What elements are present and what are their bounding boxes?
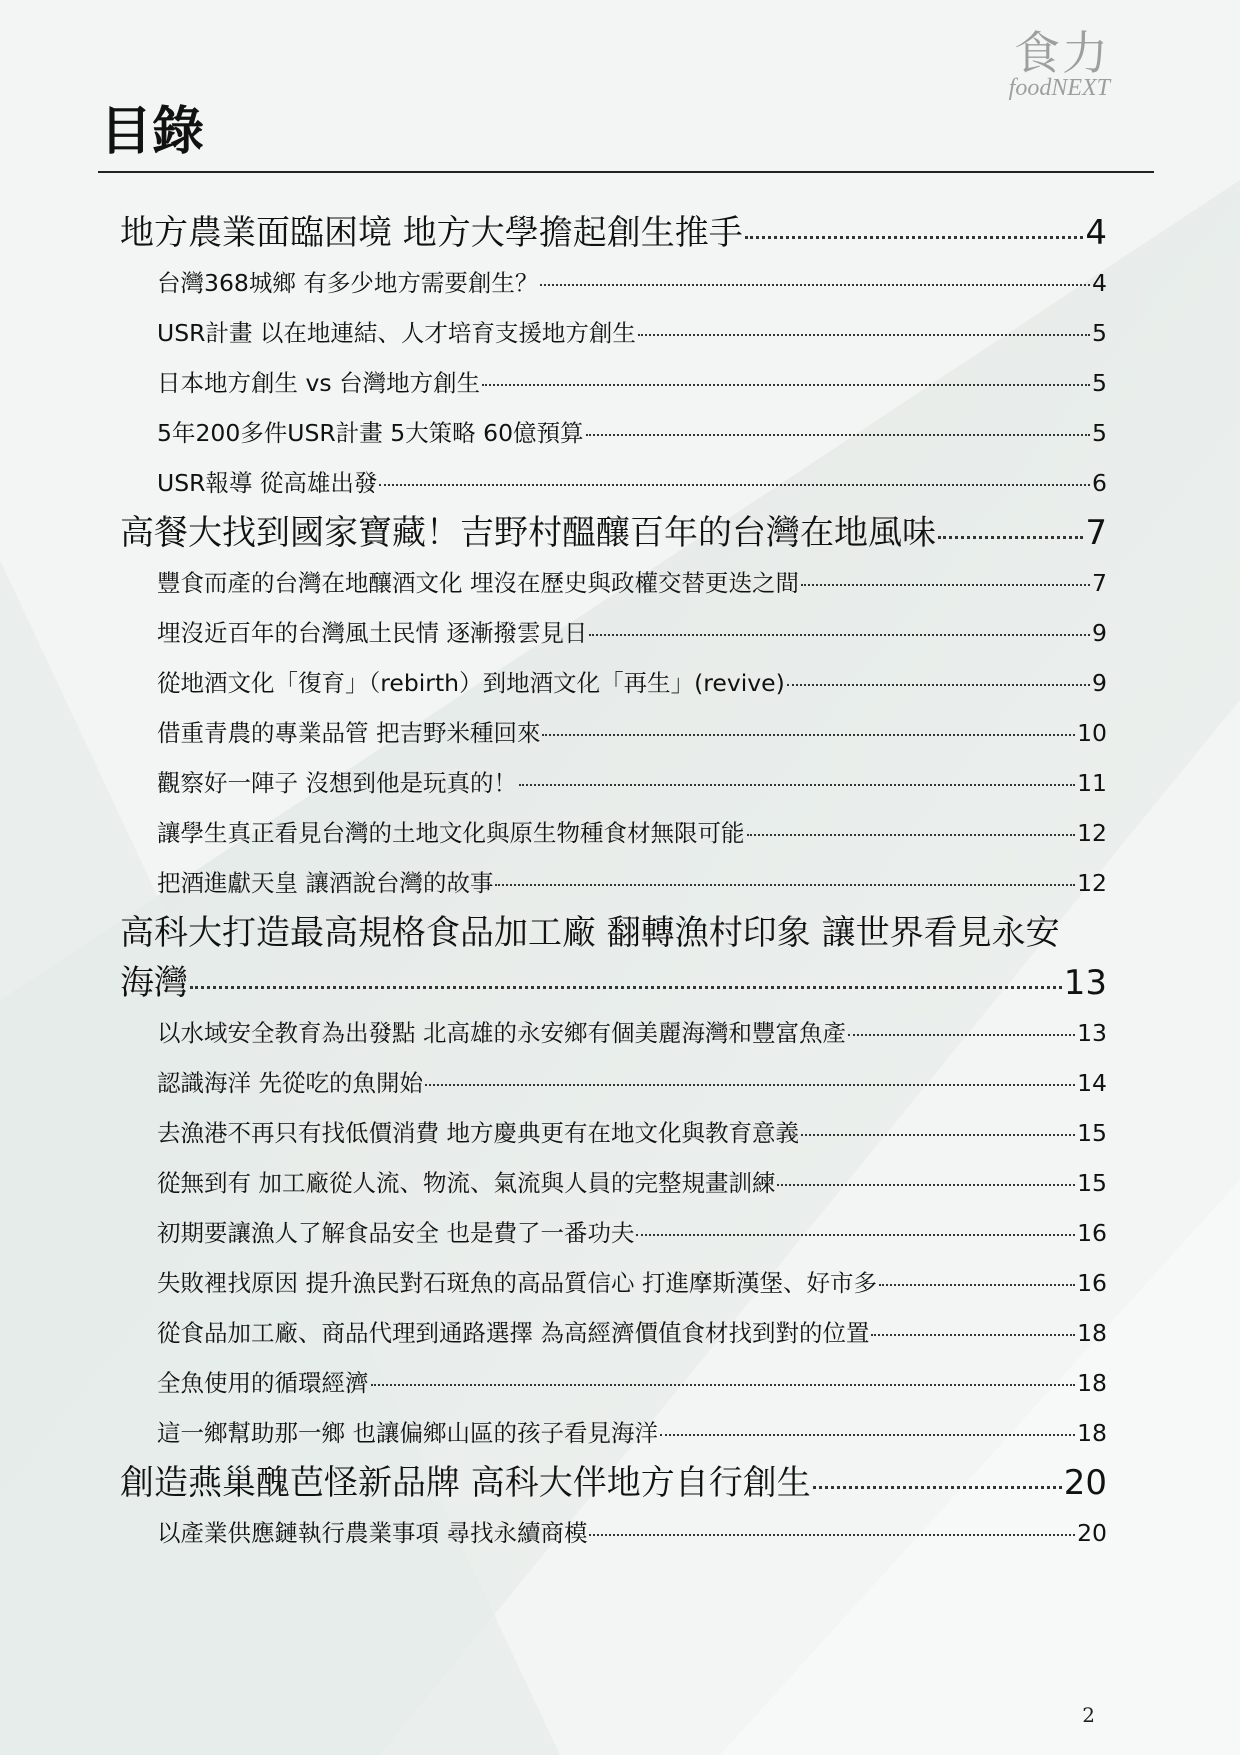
toc-leader-dots [540, 284, 1090, 286]
toc-item[interactable] [120, 1508, 1107, 1558]
toc-item[interactable] [120, 858, 1107, 908]
toc-section-2[interactable] [120, 508, 1107, 558]
toc-leader-dots [482, 384, 1090, 386]
toc-item-title: 這一鄉幫助那一鄉 也讓偏鄉山區的孩子看見海洋 [157, 1419, 658, 1447]
toc-item-title: 5年200多件USR計畫 5大策略 60億預算 [157, 419, 584, 447]
toc-section-title-line2-row [120, 958, 1107, 1008]
toc-leader-dots [813, 1486, 1062, 1489]
toc-leader-dots [519, 784, 1075, 786]
toc-item[interactable] [120, 608, 1107, 658]
toc-item[interactable] [120, 558, 1107, 608]
toc-item-title: 以水域安全教育為出發點 北高雄的永安鄉有個美麗海灣和豐富魚產 [157, 1019, 846, 1047]
toc-item[interactable] [120, 308, 1107, 358]
toc-leader-dots [660, 1434, 1075, 1436]
toc-item[interactable] [120, 758, 1107, 808]
toc-item-page: 12 [1077, 869, 1107, 897]
toc-leader-dots [801, 584, 1090, 586]
toc-leader-dots [745, 236, 1084, 239]
toc-leader-dots [638, 334, 1090, 336]
toc-item-title: 讓學生真正看見台灣的土地文化與原生物種食材無限可能 [157, 819, 745, 847]
toc-section-page: 4 [1085, 213, 1107, 253]
toc-leader-dots [879, 1284, 1075, 1286]
toc-item-page: 7 [1092, 569, 1107, 597]
logo-english: foodNEXT [1008, 75, 1110, 101]
toc-leader-dots [871, 1334, 1075, 1336]
toc-item-title: 日本地方創生 vs 台灣地方創生 [157, 369, 481, 397]
toc-item-page: 20 [1077, 1519, 1107, 1547]
toc-item[interactable] [120, 1008, 1107, 1058]
toc-item[interactable] [120, 808, 1107, 858]
toc-item-title: 從地酒文化「復育」（rebirth）到地酒文化「再生」(revive) [157, 669, 785, 697]
toc-item-title: 觀察好一陣子 沒想到他是玩真的！ [157, 769, 517, 797]
toc-item-page: 12 [1077, 819, 1107, 847]
toc-leader-dots [747, 834, 1076, 836]
toc-item-title: USR報導 從高雄出發 [157, 469, 378, 497]
toc-item[interactable] [120, 258, 1107, 308]
toc-item-title: 借重青農的專業品管 把吉野米種回來 [157, 719, 541, 747]
toc-item[interactable] [120, 358, 1107, 408]
toc-section-page: 20 [1063, 1463, 1107, 1503]
toc-item-page: 11 [1077, 769, 1107, 797]
toc-item-page: 18 [1077, 1419, 1107, 1447]
toc-item[interactable] [120, 1258, 1107, 1308]
toc-item[interactable] [120, 408, 1107, 458]
toc-item-page: 18 [1077, 1369, 1107, 1397]
toc-leader-dots [425, 1084, 1075, 1086]
toc-leader-dots [495, 884, 1075, 886]
toc-item[interactable] [120, 1358, 1107, 1408]
toc-leader-dots [938, 536, 1083, 539]
toc-item-title: 去漁港不再只有找低價消費 地方慶典更有在地文化與教育意義 [157, 1119, 799, 1147]
toc-item-title: 初期要讓漁人了解食品安全 也是費了一番功夫 [157, 1219, 635, 1247]
toc-item-page: 10 [1077, 719, 1107, 747]
toc-item[interactable] [120, 1158, 1107, 1208]
toc-item-title: 豐食而產的台灣在地釀酒文化 埋沒在歷史與政權交替更迭之間 [157, 569, 799, 597]
toc-item-title: 台灣368城鄉 有多少地方需要創生？ [157, 269, 539, 297]
toc-leader-dots [586, 434, 1091, 436]
page-title: 目錄 [100, 101, 205, 162]
toc-item[interactable] [120, 1058, 1107, 1108]
toc-item[interactable] [120, 658, 1107, 708]
toc-leader-dots [787, 684, 1090, 686]
title-divider [98, 171, 1154, 173]
toc-leader-dots [801, 1134, 1075, 1136]
toc-item[interactable] [120, 458, 1107, 508]
toc-leader-dots [589, 634, 1090, 636]
toc-section-title: 創造燕巢醜芭怪新品牌 高科大伴地方自行創生 [120, 1463, 811, 1503]
toc-item-title: 埋沒近百年的台灣風土民情 逐漸撥雲見日 [157, 619, 588, 647]
toc-section-page: 7 [1085, 513, 1107, 553]
toc-item[interactable] [120, 1308, 1107, 1358]
toc-leader-dots [636, 1234, 1075, 1236]
toc-section-title-line1: 高科大打造最高規格食品加工廠 翻轉漁村印象 讓世界看見永安 [120, 913, 1060, 953]
toc-item-title: 從食品加工廠、商品代理到通路選擇 為高經濟價值食材找到對的位置 [157, 1319, 870, 1347]
toc-leader-dots [379, 484, 1090, 486]
toc-leader-dots [848, 1034, 1075, 1036]
toc-item-page: 9 [1092, 669, 1107, 697]
toc-section-title-line2: 海灣 [120, 963, 188, 1003]
toc-item-page: 16 [1077, 1269, 1107, 1297]
toc-item-title: USR計畫 以在地連結、人才培育支援地方創生 [157, 319, 636, 347]
toc-item[interactable] [120, 1108, 1107, 1158]
toc-item-page: 18 [1077, 1319, 1107, 1347]
toc-leader-dots [777, 1184, 1075, 1186]
toc-item[interactable] [120, 1408, 1107, 1458]
toc-item-title: 全魚使用的循環經濟 [157, 1369, 369, 1397]
logo-chinese: 食力 [1014, 26, 1110, 80]
toc-item-page: 5 [1092, 319, 1107, 347]
toc-item-title: 從無到有 加工廠從人流、物流、氣流與人員的完整規畫訓練 [157, 1169, 776, 1197]
toc-section-page: 13 [1063, 963, 1107, 1003]
toc-item-page: 5 [1092, 369, 1107, 397]
toc-section-3[interactable] [120, 908, 1107, 1008]
toc-item-page: 13 [1077, 1019, 1107, 1047]
toc-item-page: 16 [1077, 1219, 1107, 1247]
toc-item-title: 認識海洋 先從吃的魚開始 [157, 1069, 423, 1097]
toc-item-page: 5 [1092, 419, 1107, 447]
toc-leader-dots [542, 734, 1075, 736]
toc-item-title: 以產業供應鏈執行農業事項 尋找永續商模 [157, 1519, 588, 1547]
foodnext-logo [980, 28, 1110, 100]
toc-section-1[interactable] [120, 208, 1107, 258]
table-of-contents [120, 208, 1107, 1558]
toc-section-title: 高餐大找到國家寶藏！吉野村醞釀百年的台灣在地風味 [120, 513, 936, 553]
toc-leader-dots [371, 1384, 1076, 1386]
toc-leader-dots [589, 1534, 1075, 1536]
toc-section-4[interactable] [120, 1458, 1107, 1508]
toc-item-title: 失敗裡找原因 提升漁民對石斑魚的高品質信心 打進摩斯漢堡、好市多 [157, 1269, 877, 1297]
toc-item-page: 14 [1077, 1069, 1107, 1097]
toc-section-title: 地方農業面臨困境 地方大學擔起創生推手 [120, 213, 743, 253]
toc-item-page: 15 [1077, 1169, 1107, 1197]
toc-item[interactable] [120, 1208, 1107, 1258]
toc-item-page: 6 [1092, 469, 1107, 497]
page-number: 2 [1082, 1703, 1095, 1727]
toc-item-page: 9 [1092, 619, 1107, 647]
toc-item-page: 15 [1077, 1119, 1107, 1147]
toc-item-page: 4 [1092, 269, 1107, 297]
toc-item[interactable] [120, 708, 1107, 758]
toc-leader-dots [190, 986, 1062, 989]
toc-item-title: 把酒進獻天皇 讓酒說台灣的故事 [157, 869, 494, 897]
